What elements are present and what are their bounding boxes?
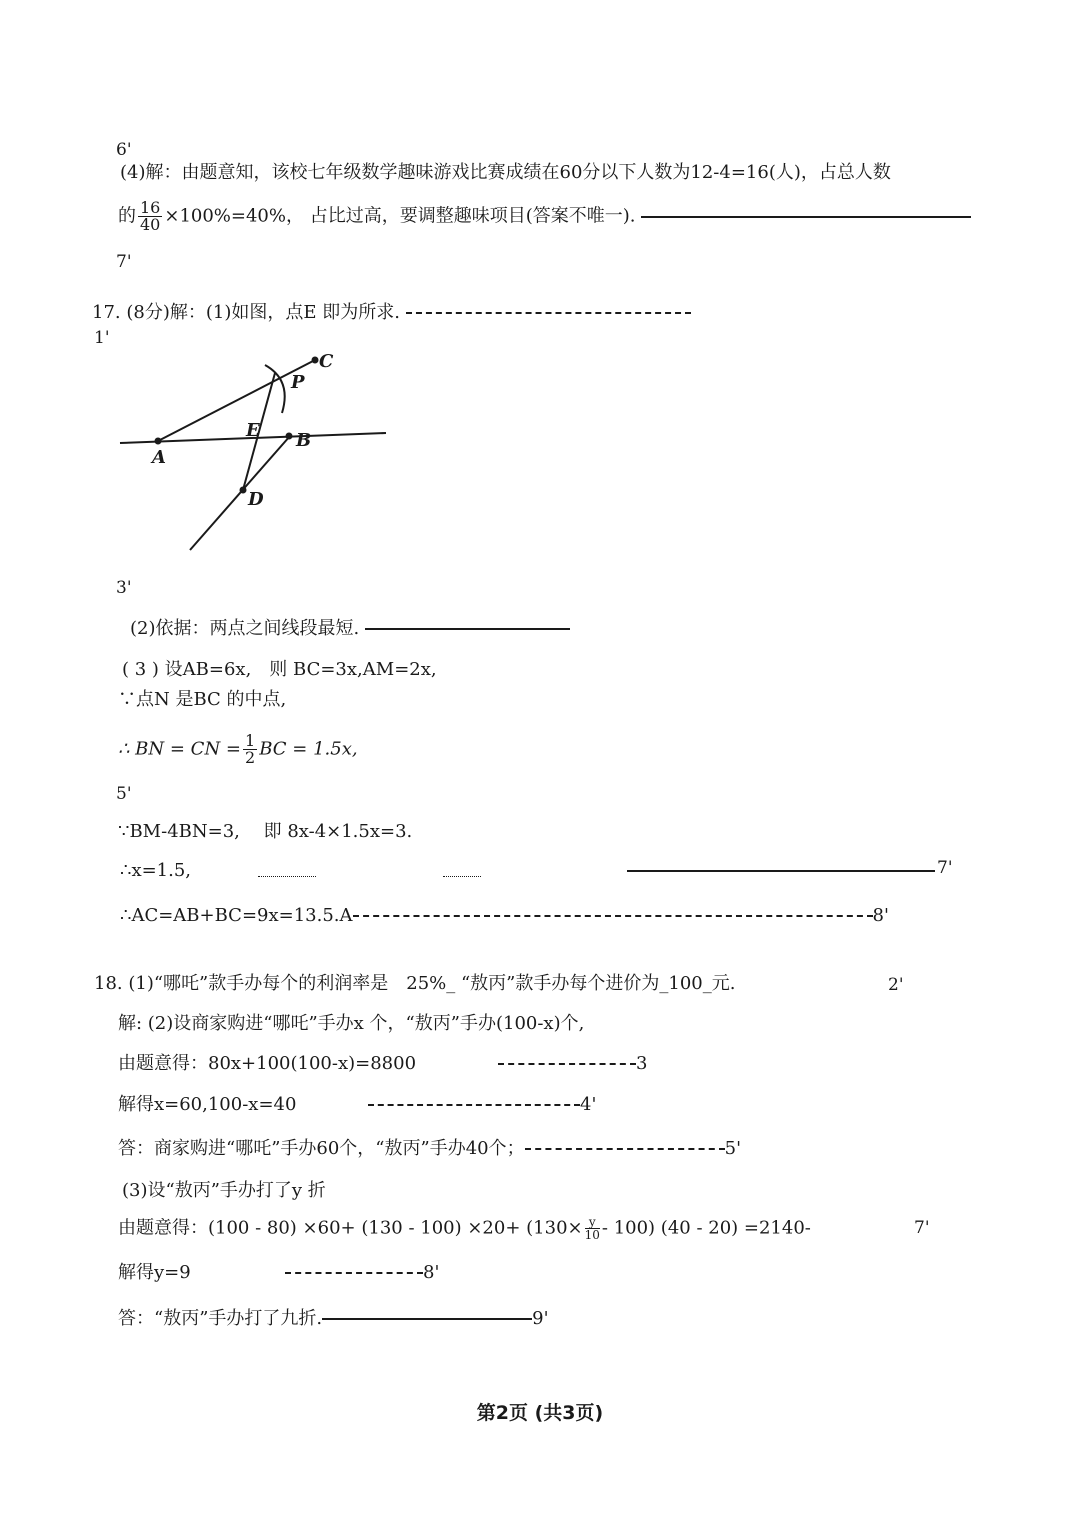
label-c: C bbox=[319, 351, 334, 372]
q16-part4-pre: 的 bbox=[118, 205, 136, 227]
q18-line2: 解: (2)设商家购进“哪吒”手办x 个，“敖丙”手办(100-x)个, bbox=[118, 1013, 585, 1034]
q18-line5: 答：商家购进“哪吒”手办60个，“敖丙”手办40个； 5' bbox=[118, 1138, 742, 1159]
score-mark-1: 1' bbox=[94, 328, 110, 348]
q17-part3-line2: ∵点N 是BC 的中点, bbox=[118, 689, 287, 710]
label-a: A bbox=[152, 447, 166, 468]
label-e: E bbox=[246, 420, 260, 441]
label-b: B bbox=[296, 430, 312, 451]
answer-dash-line bbox=[498, 1063, 636, 1065]
q17-part3-line3: ∴ BN = CN = $\frac{1}{2}$ BC = 1.5x, bbox=[118, 731, 358, 767]
score-mark-7: 7' bbox=[116, 252, 132, 272]
fraction-one-half: $\frac{1}{2}$ bbox=[245, 731, 256, 767]
point-a bbox=[155, 438, 162, 445]
point-d bbox=[240, 487, 247, 494]
q18-mark8-row bbox=[285, 1262, 439, 1284]
q18-mark3-row bbox=[498, 1053, 647, 1075]
score-mark-5: 5' bbox=[724, 1138, 742, 1159]
q16-part4-post: ×100%=40%， 占比过高，要调整趣味项目(答案不唯一). bbox=[164, 205, 636, 227]
score-mark-4: 4' bbox=[580, 1094, 597, 1115]
q18-line8: 解得y=9 bbox=[118, 1262, 191, 1283]
score-mark-3: 3' bbox=[116, 578, 132, 598]
answer-dash-line bbox=[641, 216, 971, 218]
geometry-figure bbox=[110, 345, 400, 560]
q17-part2: (2)依据：两点之间线段最短. bbox=[130, 618, 570, 640]
page-footer: 第2页 (共3页) bbox=[476, 1402, 604, 1424]
dotted-mark bbox=[258, 876, 316, 877]
answer-dash-line bbox=[353, 915, 873, 917]
answer-dash-line bbox=[525, 1148, 725, 1150]
answer-dash-line bbox=[285, 1272, 423, 1274]
answer-dash-line bbox=[368, 1104, 580, 1106]
q17-part3-line1: ( 3 ) 设AB=6x, 则 BC=3x,AM=2x, bbox=[122, 659, 437, 680]
answer-dash-line bbox=[627, 870, 935, 872]
score-mark-7: 7' bbox=[914, 1218, 930, 1238]
q18-line9: 答：“敖丙”手办打了九折. 9' bbox=[118, 1308, 549, 1329]
q17-header: 17. (8分)解：(1)如图，点E 即为所求. bbox=[92, 302, 691, 324]
score-mark-6: 6' bbox=[116, 140, 132, 160]
q16-part4-line1: (4)解：由题意知，该校七年级数学趣味游戏比赛成绩在60分以下人数为12-4=16(人)，占总人数 bbox=[120, 162, 891, 183]
answer-dash-line bbox=[406, 312, 691, 314]
score-mark-7b: 7' bbox=[937, 858, 953, 878]
label-d: D bbox=[248, 489, 264, 510]
dotted-mark bbox=[443, 876, 481, 877]
score-mark-9: 9' bbox=[532, 1308, 549, 1329]
compass-arc bbox=[265, 365, 285, 413]
score-mark-5: 5' bbox=[116, 784, 132, 804]
point-c bbox=[312, 357, 319, 364]
answer-dash-line bbox=[322, 1318, 532, 1320]
q16-part4-line2 bbox=[118, 200, 971, 233]
q18-line4: 解得x=60,100-x=40 bbox=[118, 1094, 297, 1115]
q18-line7: 由题意得：(100 - 80) ×60+ (130 - 100) ×20+ (130× $\frac{y}{10}$ - 100) (40 - 20) =2140- bbox=[118, 1215, 811, 1242]
point-b bbox=[286, 433, 293, 440]
score-mark-2: 2' bbox=[888, 975, 904, 995]
q17-part3-line6: ∴AC=AB+BC=9x=13.5.A 8' bbox=[120, 905, 889, 926]
q18-mark4-row bbox=[368, 1094, 596, 1116]
q17-part3-line4: ∵BM-4BN=3, 即 8x-4×1.5x=3. bbox=[118, 821, 413, 842]
fraction-16-40: $\frac{16}{40}$ bbox=[140, 198, 161, 234]
fraction-y-10: $\frac{y}{10}$ bbox=[584, 1215, 600, 1242]
score-mark-8: 8' bbox=[423, 1262, 440, 1283]
q18-line3: 由题意得：80x+100(100-x)=8800 bbox=[118, 1053, 417, 1074]
q18-line1: 18. (1)“哪吒”款手办每个的利润率是 25%_ “敖丙”款手办每个进价为_100_元. bbox=[94, 973, 736, 994]
score-mark-8: 8' bbox=[872, 905, 889, 926]
label-p: P bbox=[291, 372, 305, 393]
line-db bbox=[190, 436, 290, 550]
q18-line6: (3)设“敖丙”手办打了y 折 bbox=[122, 1180, 326, 1201]
q17-part3-line5: ∴x=1.5, bbox=[120, 860, 192, 881]
score-mark-3: 3 bbox=[636, 1053, 648, 1074]
answer-dash-line bbox=[365, 628, 570, 630]
